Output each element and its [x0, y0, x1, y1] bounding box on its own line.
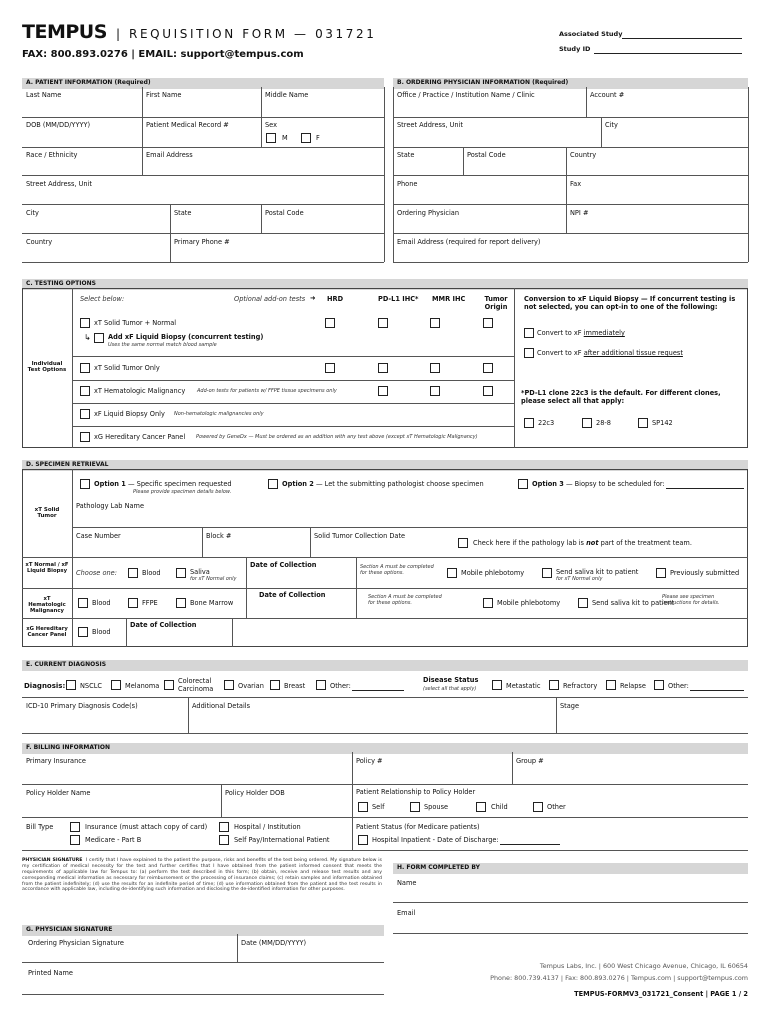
xt-solid-tumor-label: xT Solid Tumor: [34, 507, 60, 520]
pdl1-clone-note: *PD-L1 clone 22c3 is the default. For different clones, please select all that apply:: [521, 389, 721, 405]
option3-checkbox[interactable]: [518, 479, 528, 489]
insurance-checkbox[interactable]: [70, 822, 80, 832]
section-a-heading: A. PATIENT INFORMATION (Required): [22, 78, 384, 89]
melanoma-label: Melanoma: [125, 682, 160, 690]
self-pay-checkbox[interactable]: [219, 835, 229, 845]
sex-f-checkbox[interactable]: [301, 133, 311, 143]
physician-email-label: Email Address (required for report delivery): [397, 238, 541, 246]
contact-line: FAX: 800.893.0276 | EMAIL: support@tempus.com: [22, 49, 304, 60]
heme-bone-marrow-checkbox[interactable]: [176, 598, 186, 608]
refractory-label: Refractory: [563, 682, 598, 690]
add-xf-label: Add xF Liquid Biopsy (concurrent testing): [108, 333, 264, 341]
holder-name-label: Policy Holder Name: [26, 789, 91, 797]
xg-blood-checkbox[interactable]: [78, 627, 88, 637]
associated-study-field[interactable]: [622, 38, 742, 39]
option1-checkbox[interactable]: [80, 479, 90, 489]
insurance-label: Insurance (must attach copy of card): [85, 823, 208, 831]
xt-solid-only-checkbox[interactable]: [80, 363, 90, 373]
primary-insurance-label: Primary Insurance: [26, 757, 86, 765]
xg-checkbox[interactable]: [80, 432, 90, 442]
section-b-heading: B. ORDERING PHYSICIAN INFORMATION (Required): [393, 78, 748, 89]
heme-send-saliva-checkbox[interactable]: [578, 598, 588, 608]
dob-label: DOB (MM/DD/YYYY): [26, 121, 91, 129]
physician-street-label: Street Address, Unit: [397, 121, 464, 129]
xf-liquid-checkbox[interactable]: [80, 409, 90, 419]
previously-submitted-label: Previously submitted: [670, 569, 740, 577]
study-id-field[interactable]: [594, 53, 742, 54]
convert-after-label: Convert to xF after additional tissue request: [537, 349, 683, 357]
ovarian-label: Ovarian: [238, 682, 264, 690]
section-g-heading: G. PHYSICIAN SIGNATURE: [22, 925, 384, 936]
physician-country-label: Country: [570, 151, 597, 159]
normal-mobile-phleb-label: Mobile phlebotomy: [461, 569, 525, 577]
individual-test-options-label: Individual Test Options: [27, 361, 67, 374]
biopsy-date-field[interactable]: [666, 488, 744, 489]
metastatic-checkbox[interactable]: [492, 680, 502, 690]
ordering-signature-label: Ordering Physician Signature: [28, 939, 124, 947]
inpatient-checkbox[interactable]: [358, 835, 368, 845]
breast-checkbox[interactable]: [270, 680, 280, 690]
relationship-other-label: Other: [547, 803, 566, 811]
nsclc-label: NSCLC: [80, 682, 102, 690]
previously-submitted-checkbox[interactable]: [656, 568, 666, 578]
option1-label: Option 1 — Specific specimen requested: [94, 480, 232, 488]
xt-solid-normal-pdl1-checkbox[interactable]: [378, 318, 388, 328]
xt-solid-normal-checkbox[interactable]: [80, 318, 90, 328]
footer-form-id: TEMPUS-FORMV3_031721_Consent | PAGE 1 / 2: [574, 990, 748, 998]
clone-28-8-checkbox[interactable]: [582, 418, 592, 428]
arrow-right-icon: ➜: [310, 294, 316, 302]
heme-collection-date-label: Date of Collection: [259, 591, 326, 599]
heme-mobile-phleb-checkbox[interactable]: [483, 598, 493, 608]
icd-label: ICD-10 Primary Diagnosis Code(s): [26, 702, 138, 710]
clone-28-8-label: 28-8: [596, 419, 611, 427]
col-tumor-origin: Tumor Origin: [484, 295, 508, 311]
heme-blood-label: Blood: [92, 599, 111, 607]
ovarian-checkbox[interactable]: [224, 680, 234, 690]
patient-status-label: Patient Status (for Medicare patients): [356, 823, 480, 831]
section-a-note: Section A must be completed for these options.: [360, 564, 434, 576]
xg-label: xG Hereditary Cancer Panel: [94, 433, 186, 441]
xg-collection-date-label: Date of Collection: [130, 621, 197, 629]
xt-heme-label: xT Hematologic Malignancy: [94, 387, 186, 395]
account-label: Account #: [590, 91, 625, 99]
footer-address: Tempus Labs, Inc. | 600 West Chicago Avenue, Chicago, IL 60654: [539, 962, 748, 970]
add-xf-checkbox[interactable]: [94, 333, 104, 343]
add-xf-note: Uses the same normal match blood sample: [108, 342, 217, 348]
heme-ffpe-label: FFPE: [142, 599, 158, 607]
xg-note: Powered by GeneDx — Must be ordered as an addition with any test above (except xT Hematologic Malignancy): [196, 434, 478, 440]
normal-saliva-label: Saliva: [190, 568, 210, 576]
patient-city-label: City: [26, 209, 39, 217]
status-other-field[interactable]: [690, 690, 744, 691]
xt-solid-normal-label: xT Solid Tumor + Normal: [94, 319, 177, 327]
diagnosis-other-checkbox[interactable]: [316, 680, 326, 690]
xt-heme-tumor-checkbox[interactable]: [483, 386, 493, 396]
xg-specimen-label: xG Hereditary Cancer Panel: [26, 626, 68, 639]
sex-f-label: F: [316, 134, 320, 142]
block-label: Block #: [206, 532, 232, 540]
send-saliva-checkbox[interactable]: [542, 568, 552, 578]
sex-m-checkbox[interactable]: [266, 133, 276, 143]
hospital-label: Hospital / Institution: [234, 823, 301, 831]
conversion-text: Conversion to xF Liquid Biopsy — If concurrent testing is not selected, you can opt-in to one of the following:: [524, 295, 736, 311]
option1-note: Please provide specimen details below.: [133, 489, 232, 495]
mrn-label: Patient Medical Record #: [146, 121, 229, 129]
xt-heme-pdl1-checkbox[interactable]: [378, 386, 388, 396]
medicare-checkbox[interactable]: [70, 835, 80, 845]
xt-solid-normal-tumor-checkbox[interactable]: [483, 318, 493, 328]
metastatic-label: Metastatic: [506, 682, 541, 690]
section-h-heading: H. FORM COMPLETED BY: [393, 863, 748, 874]
normal-collection-date-label: Date of Collection: [250, 561, 317, 569]
last-name-label: Last Name: [26, 91, 62, 99]
additional-details-label: Additional Details: [192, 702, 251, 710]
saliva-note: for xT Normal only: [190, 576, 237, 582]
signature-date-label: Date (MM/DD/YYYY): [241, 939, 307, 947]
convert-after-checkbox[interactable]: [524, 348, 534, 358]
tempus-logo: TEMPUS: [22, 21, 107, 43]
discharge-date-field[interactable]: [500, 844, 560, 845]
physician-signature-statement: PHYSICIAN SIGNATURE I certify that I have explained to the patient the purpose, risks and benefits of the test being ordered. My signature below is my certification of medical necessity for the test and further certifies that I have obtained from the patient informed consent that meets the requirements of applicable law for Tempus to: (a) perform the test described in this form; (b) obtain, receive and release test results and any corresponding medical information as necessary for reimbursement or the processing of insurance claims; (c) retain samples and information obtained from the patient indefinitely; (d) use the results for an indefinite period of time; (d) use information obtained from the patient and the test results in accordance with applicable law, including de-identifying such information and disclosing the de-identified information for other purposes.: [22, 858, 382, 893]
relapse-checkbox[interactable]: [606, 680, 616, 690]
disease-status-label: Disease Status: [423, 676, 479, 684]
heme-bone-marrow-label: Bone Marrow: [190, 599, 234, 607]
printed-name-label: Printed Name: [28, 969, 73, 977]
child-label: Child: [491, 803, 508, 811]
bill-type-label: Bill Type: [26, 823, 54, 831]
office-label: Office / Practice / Institution Name / Clinic: [397, 91, 535, 99]
select-all-note: (select all that apply): [423, 686, 477, 692]
xt-heme-mmr-checkbox[interactable]: [430, 386, 440, 396]
patient-state-label: State: [174, 209, 192, 217]
pathology-lab-label: Pathology Lab Name: [76, 502, 145, 510]
clone-sp142-checkbox[interactable]: [638, 418, 648, 428]
footer-contact: Phone: 800.739.4137 | Fax: 800.893.0276 | Tempus.com | support@tempus.com: [490, 974, 748, 982]
case-number-label: Case Number: [76, 532, 121, 540]
heme-mobile-phleb-label: Mobile phlebotomy: [497, 599, 561, 607]
xt-solid-normal-mmr-checkbox[interactable]: [430, 318, 440, 328]
xt-heme-note: Add-on tests for patients w/ FFPE tissue specimens only: [197, 388, 337, 394]
collection-date-label: Solid Tumor Collection Date: [314, 532, 406, 540]
heme-blood-checkbox[interactable]: [78, 598, 88, 608]
xt-solid-only-label: xT Solid Tumor Only: [94, 364, 160, 372]
patient-street-label: Street Address, Unit: [26, 180, 93, 188]
normal-blood-label: Blood: [142, 569, 161, 577]
xg-blood-label: Blood: [92, 628, 111, 636]
self-checkbox[interactable]: [358, 802, 368, 812]
sub-arrow-icon: ↳: [84, 333, 91, 342]
not-treatment-team-label: Check here if the pathology lab is not part of the treatment team.: [473, 539, 692, 547]
relapse-label: Relapse: [620, 682, 646, 690]
xt-solid-only-mmr-checkbox[interactable]: [430, 363, 440, 373]
convert-immediately-label: Convert to xF immediately: [537, 329, 625, 337]
xt-solid-only-tumor-checkbox[interactable]: [483, 363, 493, 373]
self-label: Self: [372, 803, 385, 811]
npi-label: NPI #: [570, 209, 589, 217]
patient-country-label: Country: [26, 238, 53, 246]
diagnosis-label: Diagnosis:: [24, 682, 66, 690]
col-pdl1: PD-L1 IHC*: [378, 295, 419, 303]
section-a-note-2: Section A must be completed for these options.: [368, 594, 442, 606]
xt-solid-only-pdl1-checkbox[interactable]: [378, 363, 388, 373]
section-d-heading: D. SPECIMEN RETRIEVAL: [22, 460, 748, 471]
send-saliva-note: for xT Normal only: [556, 576, 603, 582]
option3-label: Option 3 — Biopsy to be scheduled for:: [532, 480, 665, 488]
relationship-label: Patient Relationship to Policy Holder: [356, 788, 476, 796]
patient-email-label: Email Address: [146, 151, 193, 159]
refractory-checkbox[interactable]: [549, 680, 559, 690]
heme-send-saliva-label: Send saliva kit to patient: [592, 599, 675, 607]
inpatient-label: Hospital Inpatient - Date of Discharge:: [372, 836, 499, 844]
physician-phone-label: Phone: [397, 180, 418, 188]
xt-heme-specimen-label: xT Hematologic Malignancy: [28, 596, 66, 615]
heme-ffpe-checkbox[interactable]: [128, 598, 138, 608]
not-treatment-team-checkbox[interactable]: [458, 538, 468, 548]
hospital-checkbox[interactable]: [219, 822, 229, 832]
colorectal-checkbox[interactable]: [164, 680, 174, 690]
physician-postal-label: Postal Code: [467, 151, 506, 159]
xf-liquid-note: Non-hematologic malignancies only: [174, 411, 264, 417]
medicare-label: Medicare - Part B: [85, 836, 142, 844]
sex-label: Sex: [265, 121, 278, 129]
col-hrd: HRD: [327, 295, 344, 303]
status-other-label: Other:: [668, 682, 689, 690]
normal-mobile-phleb-checkbox[interactable]: [447, 568, 457, 578]
send-saliva-label: Send saliva kit to patient: [556, 568, 639, 576]
xf-liquid-label: xF Liquid Biopsy Only: [94, 410, 165, 418]
xt-heme-checkbox[interactable]: [80, 386, 90, 396]
convert-immediately-checkbox[interactable]: [524, 328, 534, 338]
study-id-label: Study ID: [559, 45, 591, 53]
nsclc-checkbox[interactable]: [66, 680, 76, 690]
option2-checkbox[interactable]: [268, 479, 278, 489]
clone-22c3-checkbox[interactable]: [524, 418, 534, 428]
clone-sp142-label: SP142: [652, 419, 673, 427]
option2-label: Option 2 — Let the submitting pathologist choose specimen: [282, 480, 484, 488]
section-c-heading: C. TESTING OPTIONS: [22, 279, 748, 290]
section-f-heading: F. BILLING INFORMATION: [22, 743, 748, 754]
child-checkbox[interactable]: [476, 802, 486, 812]
patient-phone-label: Primary Phone #: [174, 238, 230, 246]
form-title: | REQUISITION FORM — 031721: [116, 27, 377, 41]
choose-one-label: Choose one:: [76, 569, 117, 577]
select-below-label: Select below:: [80, 295, 125, 303]
spouse-checkbox[interactable]: [410, 802, 420, 812]
melanoma-checkbox[interactable]: [111, 680, 121, 690]
race-label: Race / Ethnicity: [26, 151, 78, 159]
breast-label: Breast: [284, 682, 306, 690]
associated-study-label: Associated Study: [559, 30, 623, 38]
completed-name-label: Name: [397, 879, 417, 887]
clone-22c3-label: 22c3: [538, 419, 555, 427]
xt-normal-label: xT Normal / xF Liquid Biopsy: [25, 562, 69, 575]
colorectal-label: Colorectal Carcinoma: [178, 677, 214, 693]
physician-state-label: State: [397, 151, 415, 159]
physician-city-label: City: [605, 121, 618, 129]
holder-dob-label: Policy Holder DOB: [225, 789, 285, 797]
sex-m-label: M: [282, 134, 288, 142]
relationship-other-checkbox[interactable]: [533, 802, 543, 812]
diagnosis-other-field[interactable]: [352, 690, 404, 691]
addon-label: Optional add-on tests: [234, 295, 306, 303]
ordering-physician-label: Ordering Physician: [397, 209, 460, 217]
spouse-label: Spouse: [424, 803, 449, 811]
xt-solid-only-hrd-checkbox[interactable]: [325, 363, 335, 373]
policy-label: Policy #: [356, 757, 383, 765]
stage-label: Stage: [560, 702, 580, 710]
group-label: Group #: [516, 757, 544, 765]
physician-fax-label: Fax: [570, 180, 582, 188]
section-e-heading: E. CURRENT DIAGNOSIS: [22, 660, 748, 671]
xt-solid-normal-hrd-checkbox[interactable]: [325, 318, 335, 328]
patient-postal-label: Postal Code: [265, 209, 304, 217]
see-specimen-note: Please see specimen instructions for details.: [662, 594, 720, 606]
normal-saliva-checkbox[interactable]: [176, 568, 186, 578]
first-name-label: First Name: [146, 91, 182, 99]
diagnosis-other-label: Other:: [330, 682, 351, 690]
normal-blood-checkbox[interactable]: [128, 568, 138, 578]
self-pay-label: Self Pay/International Patient: [234, 836, 330, 844]
middle-name-label: Middle Name: [265, 91, 309, 99]
completed-email-label: Email: [397, 909, 416, 917]
status-other-checkbox[interactable]: [654, 680, 664, 690]
col-mmr: MMR IHC: [432, 295, 466, 303]
